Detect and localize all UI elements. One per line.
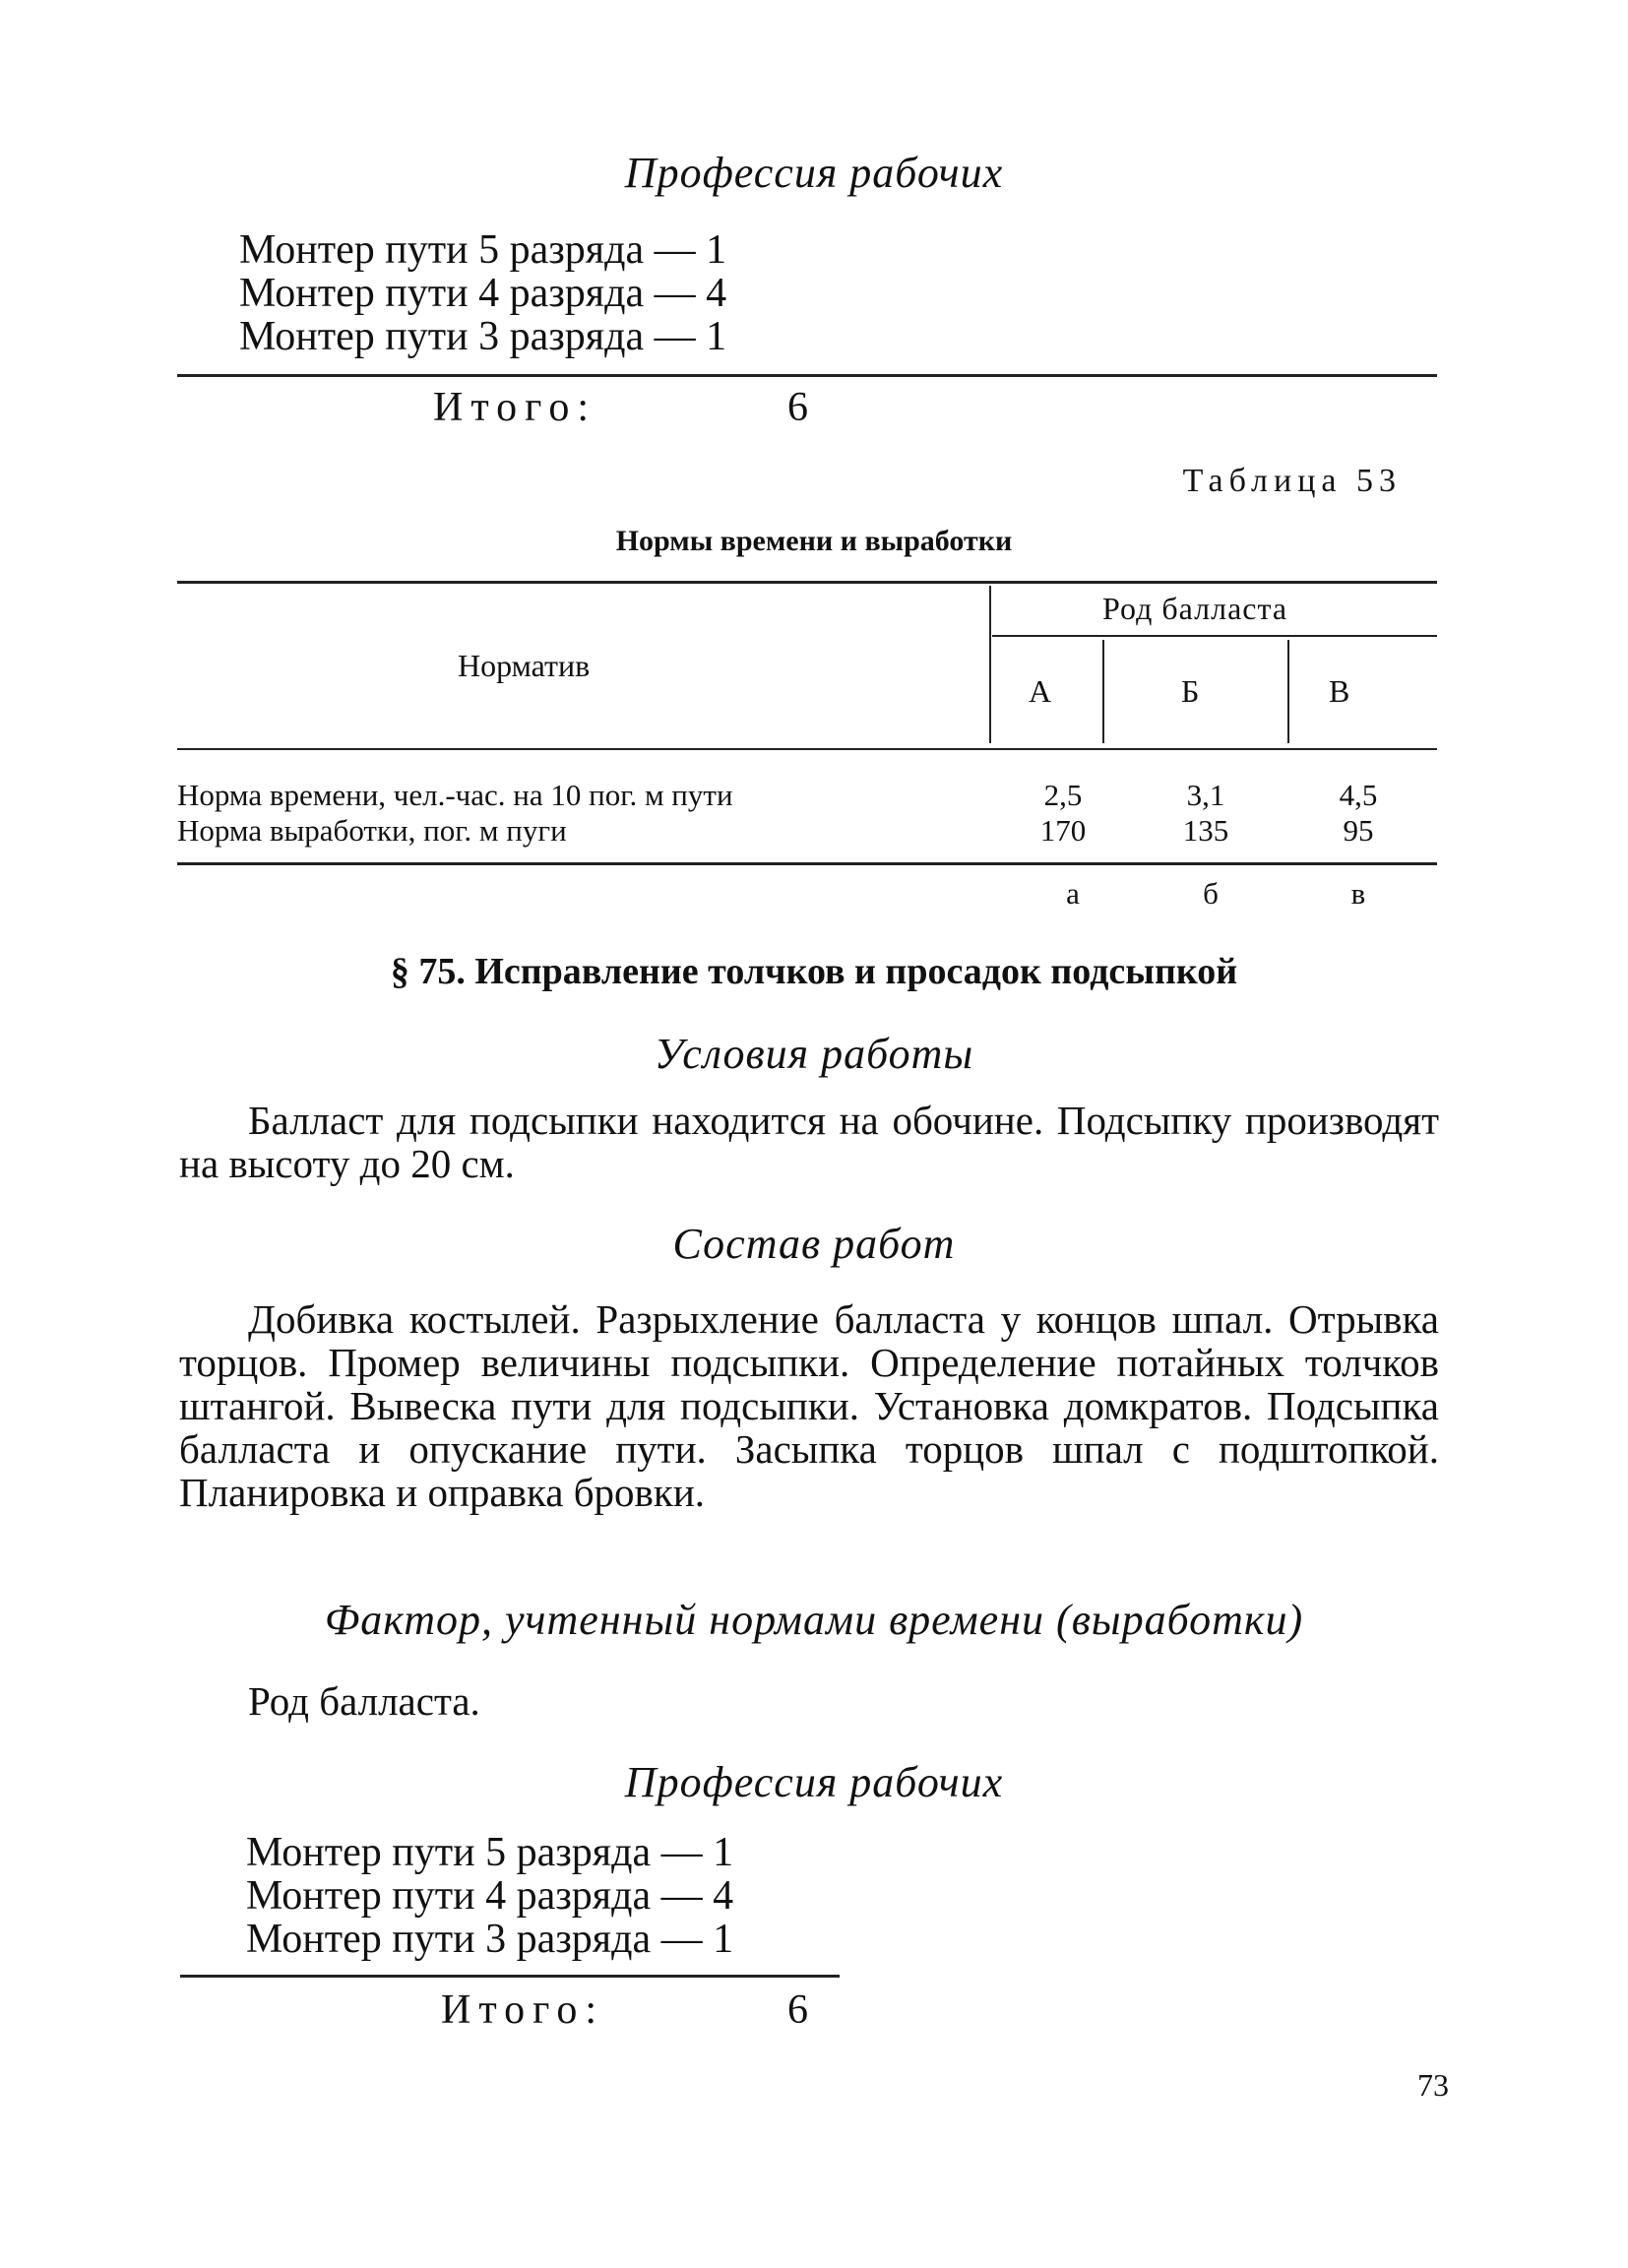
header-norm: Норматив (458, 648, 591, 683)
header-col-b: Б (1181, 673, 1200, 709)
table-bottom-rule (177, 862, 1437, 865)
worker-line: Монтер пути 4 разряда — 4 (239, 271, 727, 316)
table-footer-index: в (1350, 876, 1366, 911)
conditions-text: Балласт для подсыпки находится на обочине. Подсыпку производят на высоту до 20 см. (179, 1098, 1439, 1186)
workers-heading-top: Профессия рабочих (624, 149, 1004, 197)
page-number: 73 (1417, 2067, 1449, 2103)
table-title: Нормы времени и выработки (615, 525, 1013, 557)
table-cell: 4,5 (1339, 778, 1378, 812)
table-row-label: Норма выработки, пог. м пуги (177, 813, 567, 848)
workers-list-top (239, 228, 726, 358)
table-cell: 2,5 (1043, 778, 1083, 812)
header-ballast-type: Род балласта (1102, 591, 1288, 626)
table-vline-2 (1287, 640, 1289, 743)
table-cell: 3,1 (1186, 778, 1225, 812)
workers-list-bottom (246, 1831, 733, 1961)
conditions-heading: Условия работы (654, 1030, 974, 1078)
table-cell: 170 (1039, 813, 1087, 848)
work-paragraph (179, 1297, 1439, 1514)
header-col-v: В (1329, 673, 1350, 709)
worker-line: Монтер пути 5 разряда — 1 (246, 1830, 734, 1875)
table-footer-index: а (1066, 876, 1080, 911)
worker-line: Монтер пути 4 разряда — 4 (246, 1873, 734, 1919)
table-cell: 135 (1182, 813, 1229, 848)
factor-paragraph (179, 1679, 1439, 1723)
total-rule-bottom (180, 1975, 840, 1978)
total-value: 6 (787, 1987, 808, 2033)
work-heading: Состав работ (672, 1220, 956, 1268)
total-value: 6 (787, 385, 808, 430)
conditions-paragraph (179, 1099, 1439, 1185)
total-rule-top (177, 374, 1437, 377)
table-vline-1 (1102, 640, 1104, 743)
total-bottom (441, 1986, 808, 2034)
work-text: Добивка костылей. Разрыхление балласта у концов шпал. Отрывка торцов. Промер величины подсыпки. Определение потайных толчков штангой. Вывеска пути для подсыпки. Установка домкратов. Подсыпка балласта и опускание пути. Засыпка торцов шпал с подштопкой. Планировка и оправка бровки. (179, 1296, 1439, 1515)
total-top (433, 384, 808, 431)
table-number: Таблица 53 (1182, 463, 1402, 499)
table-vline-main (989, 586, 991, 743)
total-label: Итого: (433, 385, 596, 430)
header-col-a: А (1029, 673, 1052, 709)
workers-heading-bottom: Профессия рабочих (624, 1758, 1004, 1806)
total-label: Итого: (441, 1987, 604, 2033)
table-row-label: Норма времени, чел.-час. на 10 пог. м пути (177, 778, 733, 812)
table-top-rule (177, 581, 1437, 584)
worker-line: Монтер пути 3 разряда — 1 (239, 314, 727, 359)
factor-heading: Фактор, учтенный нормами времени (выработки) (324, 1596, 1304, 1644)
factor-text: Род балласта. (248, 1678, 480, 1724)
worker-line: Монтер пути 5 разряда — 1 (239, 227, 727, 273)
worker-line: Монтер пути 3 разряда — 1 (246, 1917, 734, 1962)
section-title: § 75. Исправление толчков и просадок подсыпкой (390, 951, 1238, 992)
table-cell: 95 (1343, 813, 1374, 848)
table-header-rule (177, 748, 1437, 750)
table-footer-index: б (1203, 876, 1219, 911)
header-group-rule (992, 635, 1437, 637)
